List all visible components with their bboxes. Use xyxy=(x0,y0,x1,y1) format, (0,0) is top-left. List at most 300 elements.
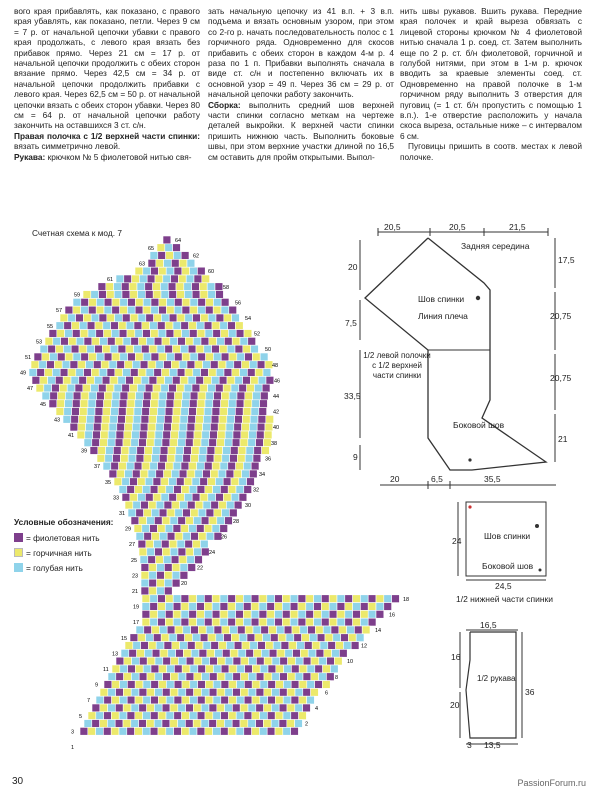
chart-cell xyxy=(104,712,112,720)
chart-cell xyxy=(131,673,139,681)
chart-cell xyxy=(237,681,245,689)
chart-cell xyxy=(179,556,187,564)
chart-cell xyxy=(219,415,227,423)
chart-cell xyxy=(171,470,179,478)
chart-cell xyxy=(154,314,162,322)
chart-cell xyxy=(115,439,123,447)
chart-cell xyxy=(148,501,156,509)
chart-cell xyxy=(197,712,205,720)
chart-cell xyxy=(326,673,334,681)
chart-cell xyxy=(256,704,264,712)
chart-cell xyxy=(236,610,244,618)
row-number: 26 xyxy=(221,534,228,541)
chart-cell xyxy=(203,470,211,478)
chart-cell xyxy=(264,688,272,696)
chart-cell xyxy=(68,314,76,322)
chart-cell xyxy=(170,673,178,681)
chart-cell xyxy=(194,657,202,665)
chart-cell xyxy=(184,493,192,501)
chart-cell xyxy=(251,610,259,618)
chart-cell xyxy=(298,618,306,626)
chart-cell xyxy=(252,665,260,673)
chart-cell xyxy=(139,431,147,439)
chart-cell xyxy=(158,400,166,408)
row-number: 50 xyxy=(265,347,272,354)
chart-cell xyxy=(260,696,268,704)
chart-cell xyxy=(197,618,205,626)
chart-cell xyxy=(299,665,307,673)
chart-cell xyxy=(198,626,206,634)
chart-cell xyxy=(202,673,210,681)
chart-cell xyxy=(232,704,240,712)
chart-cell xyxy=(150,595,158,603)
chart-cell xyxy=(147,275,155,283)
chart-cell xyxy=(173,345,181,353)
chart-cell xyxy=(211,642,219,650)
chart-cell xyxy=(155,688,163,696)
chart-cell xyxy=(172,579,180,587)
chart-cell xyxy=(138,369,146,377)
chart-cell xyxy=(158,252,166,260)
chart-cell xyxy=(192,493,200,501)
chart-cell xyxy=(145,283,153,291)
chart-cell xyxy=(120,298,128,306)
chart-cell xyxy=(112,353,120,361)
chart-cell xyxy=(189,400,197,408)
chart-cell xyxy=(170,720,178,728)
chart-cell xyxy=(218,470,226,478)
chart-cell xyxy=(96,712,104,720)
chart-cell xyxy=(141,587,149,595)
chart-cell xyxy=(73,353,81,361)
chart-cell xyxy=(167,532,175,540)
chart-cell xyxy=(167,353,175,361)
chart-cell xyxy=(263,369,271,377)
chart-cell xyxy=(282,610,290,618)
chart-cell xyxy=(115,337,123,345)
chart-cell xyxy=(230,626,238,634)
chart-cell xyxy=(50,392,58,400)
chart-cell xyxy=(279,704,287,712)
chart-cell xyxy=(155,275,163,283)
chart-cell xyxy=(221,392,229,400)
chart-cell xyxy=(180,376,188,384)
chart-cell xyxy=(179,423,187,431)
chart-cell xyxy=(297,642,305,650)
chart-cell xyxy=(290,618,298,626)
chart-cell xyxy=(47,361,55,369)
chart-cell xyxy=(197,610,205,618)
chart-cell xyxy=(172,501,180,509)
chart-cell xyxy=(268,696,276,704)
chart-cell xyxy=(320,642,328,650)
chart-cell xyxy=(116,275,124,283)
chart-cell xyxy=(166,712,174,720)
chart-cell xyxy=(323,665,331,673)
chart-cell xyxy=(88,712,96,720)
row-number: 5 xyxy=(79,713,83,720)
chart-cell xyxy=(253,454,261,462)
chart-cell xyxy=(186,517,194,525)
chart-cell xyxy=(221,712,229,720)
chart-cell xyxy=(212,595,220,603)
chart-cell xyxy=(217,688,225,696)
chart-cell xyxy=(133,376,141,384)
chart-cell xyxy=(170,548,178,556)
chart-cell xyxy=(212,322,220,330)
chart-cell xyxy=(194,673,202,681)
chart-cell xyxy=(120,392,128,400)
chart-cell xyxy=(147,657,155,665)
chart-cell xyxy=(148,259,156,267)
chart-cell xyxy=(160,447,168,455)
chart-cell xyxy=(188,345,196,353)
chart-cell xyxy=(220,322,228,330)
chart-cell xyxy=(330,665,338,673)
center-back-label: Задняя середина xyxy=(461,241,530,251)
chart-cell xyxy=(147,688,155,696)
chart-cell xyxy=(142,595,150,603)
chart-cell xyxy=(245,454,253,462)
row-number: 47 xyxy=(27,386,34,393)
chart-cell xyxy=(167,298,175,306)
chart-cell xyxy=(95,322,103,330)
legend-title: Условные обозначения: xyxy=(14,517,114,527)
chart-cell xyxy=(76,369,84,377)
chart-cell xyxy=(236,595,244,603)
chart-cell xyxy=(295,657,303,665)
chart-cell xyxy=(153,478,161,486)
chart-cell xyxy=(130,314,138,322)
chart-cell xyxy=(211,415,219,423)
chart-cell xyxy=(190,681,198,689)
chart-cell xyxy=(244,486,252,494)
chart-cell xyxy=(128,298,136,306)
chart-cell xyxy=(142,462,150,470)
chart-cell xyxy=(164,470,172,478)
chart-cell xyxy=(153,291,161,299)
row-number: 20 xyxy=(181,581,188,588)
chart-cell xyxy=(242,470,250,478)
chart-cell xyxy=(118,415,126,423)
chart-cell xyxy=(298,610,306,618)
chart-cell xyxy=(81,392,89,400)
chart-cell xyxy=(306,618,314,626)
chart-cell xyxy=(176,384,184,392)
chart-cell xyxy=(148,556,156,564)
chart-cell xyxy=(122,493,130,501)
chart-cell xyxy=(135,298,143,306)
chart-cell xyxy=(267,595,275,603)
dimension-label: 20,5 xyxy=(449,222,466,232)
chart-cell xyxy=(264,704,272,712)
chart-cell xyxy=(159,532,167,540)
chart-cell xyxy=(158,696,166,704)
chart-cell xyxy=(166,330,174,338)
chart-cell xyxy=(271,720,279,728)
chart-cell xyxy=(368,603,376,611)
chart-cell xyxy=(167,392,175,400)
chart-cell xyxy=(84,369,92,377)
chart-cell xyxy=(376,595,384,603)
chart-cell xyxy=(89,353,97,361)
chart-cell xyxy=(184,291,192,299)
chart-cell xyxy=(88,727,96,735)
chart-cell xyxy=(210,470,218,478)
chart-cell xyxy=(269,649,277,657)
chart-cell xyxy=(200,540,208,548)
chart-cell xyxy=(307,681,315,689)
chart-cell xyxy=(300,649,308,657)
chart-cell xyxy=(171,275,179,283)
chart-cell xyxy=(181,595,189,603)
chart-cell xyxy=(222,626,230,634)
chart-cell xyxy=(260,400,268,408)
chart-cell xyxy=(214,392,222,400)
row-number: 43 xyxy=(54,417,61,424)
chart-cell xyxy=(88,330,96,338)
chart-cell xyxy=(44,384,52,392)
chart-cell xyxy=(238,447,246,455)
chart-cell xyxy=(271,704,279,712)
chart-cell xyxy=(243,345,251,353)
chart-cell xyxy=(132,470,140,478)
chart-cell xyxy=(229,306,237,314)
chart-cell xyxy=(158,330,166,338)
chart-cell xyxy=(174,267,182,275)
chart-cell xyxy=(114,478,122,486)
chart-cell xyxy=(111,712,119,720)
chart-cell xyxy=(287,673,295,681)
chart-cell xyxy=(80,727,88,735)
chart-cell xyxy=(114,384,122,392)
chart-cell xyxy=(181,610,189,618)
chart-cell xyxy=(315,626,323,634)
chart-cell xyxy=(149,571,157,579)
chart-cell xyxy=(104,400,112,408)
chart-cell xyxy=(141,571,149,579)
chart-cell xyxy=(226,470,234,478)
chart-cell xyxy=(128,509,136,517)
dimension-label: 20 xyxy=(348,262,358,272)
chart-cell xyxy=(122,291,130,299)
chart-cell xyxy=(135,727,143,735)
chart-cell xyxy=(376,603,384,611)
chart-cell xyxy=(287,704,295,712)
chart-cell xyxy=(189,322,197,330)
chart-cell xyxy=(262,384,270,392)
chart-cell xyxy=(234,470,242,478)
chart-cell xyxy=(182,392,190,400)
chart-cell xyxy=(140,470,148,478)
chart-cell xyxy=(225,673,233,681)
row-number: 57 xyxy=(56,308,63,315)
chart-cell xyxy=(334,657,342,665)
chart-cell xyxy=(185,337,193,345)
chart-cell xyxy=(249,361,257,369)
chart-cell xyxy=(291,712,299,720)
chart-cell xyxy=(154,704,162,712)
chart-cell xyxy=(29,369,37,377)
chart-cell xyxy=(257,423,265,431)
chart-cell xyxy=(353,595,361,603)
chart-cell xyxy=(309,634,317,642)
chart-cell xyxy=(249,657,257,665)
chart-cell xyxy=(298,595,306,603)
chart-cell xyxy=(148,642,156,650)
chart-cell xyxy=(65,353,73,361)
chart-cell xyxy=(185,314,193,322)
chart-cell xyxy=(137,384,145,392)
chart-cell xyxy=(209,704,217,712)
chart-cell xyxy=(148,470,156,478)
chart-cell xyxy=(195,470,203,478)
chart-cell xyxy=(152,447,160,455)
chart-cell xyxy=(259,727,267,735)
chart-cell xyxy=(79,345,87,353)
chart-cell xyxy=(116,431,124,439)
chart-cell xyxy=(145,384,153,392)
chart-cell xyxy=(282,603,290,611)
chart-cell xyxy=(138,493,146,501)
chart-cell xyxy=(142,610,150,618)
chart-cell xyxy=(142,322,150,330)
chart-cell xyxy=(57,330,65,338)
chart-cell xyxy=(150,462,158,470)
chart-cell xyxy=(45,369,53,377)
chart-cell xyxy=(154,337,162,345)
chart-cell xyxy=(160,649,168,657)
chart-cell xyxy=(87,322,95,330)
chart-cell xyxy=(141,642,149,650)
chart-cell xyxy=(56,345,64,353)
chart-cell xyxy=(113,454,121,462)
chart-cell xyxy=(161,634,169,642)
lower-side-seam-label: Боковой шов xyxy=(482,561,534,571)
chart-cell xyxy=(154,439,162,447)
chart-cell xyxy=(228,400,236,408)
chart-cell xyxy=(186,657,194,665)
chart-cell xyxy=(181,525,189,533)
row-number: 12 xyxy=(361,643,368,650)
chart-cell xyxy=(256,439,264,447)
chart-cell xyxy=(107,369,115,377)
chart-cell xyxy=(213,306,221,314)
chart-cell xyxy=(100,704,108,712)
chart-cell xyxy=(153,283,161,291)
chart-cell xyxy=(185,369,193,377)
chart-cell xyxy=(239,493,247,501)
row-number: 33 xyxy=(113,495,120,502)
row-number: 18 xyxy=(403,596,410,603)
chart-cell xyxy=(208,314,216,322)
chart-cell xyxy=(176,447,184,455)
chart-cell xyxy=(200,384,208,392)
chart-cell xyxy=(207,283,215,291)
chart-cell xyxy=(73,298,81,306)
chart-cell xyxy=(147,431,155,439)
legend xyxy=(14,517,113,575)
chart-cell xyxy=(213,298,221,306)
chart-cell xyxy=(210,361,218,369)
chart-cell xyxy=(179,470,187,478)
chart-cell xyxy=(169,478,177,486)
chart-cell xyxy=(196,408,204,416)
chart-cell xyxy=(353,603,361,611)
chart-cell xyxy=(65,330,73,338)
chart-cell xyxy=(201,337,209,345)
chart-cell xyxy=(201,439,209,447)
chart-cell xyxy=(145,291,153,299)
chart-cell xyxy=(258,376,266,384)
chart-cell xyxy=(156,423,164,431)
chart-cell xyxy=(198,298,206,306)
chart-cell xyxy=(170,337,178,345)
chart-cell xyxy=(126,376,134,384)
chart-cell xyxy=(73,306,81,314)
chart-cell xyxy=(165,345,173,353)
chart-cell xyxy=(112,298,120,306)
chart-cell xyxy=(182,306,190,314)
chart-cell xyxy=(217,337,225,345)
chart-cell xyxy=(149,376,157,384)
chart-cell xyxy=(243,376,251,384)
chart-cell xyxy=(163,657,171,665)
chart-cell xyxy=(48,376,56,384)
chart-cell xyxy=(221,298,229,306)
chart-cell xyxy=(314,595,322,603)
chart-cell xyxy=(183,649,191,657)
chart-cell xyxy=(205,306,213,314)
dimension-label: 6,5 xyxy=(431,474,443,484)
row-number: 34 xyxy=(259,472,266,478)
chart-cell xyxy=(290,610,298,618)
chart-cell xyxy=(201,517,209,525)
chart-cell xyxy=(329,618,337,626)
row-number: 51 xyxy=(25,355,32,361)
chart-cell xyxy=(242,361,250,369)
chart-cell xyxy=(205,727,213,735)
chart-cell xyxy=(254,447,262,455)
chart-cell xyxy=(299,681,307,689)
chart-cell xyxy=(166,486,174,494)
chart-cell xyxy=(104,306,112,314)
chart-cell xyxy=(158,462,166,470)
chart-cell xyxy=(108,673,116,681)
chart-cell xyxy=(204,408,212,416)
chart-cell xyxy=(122,478,130,486)
chart-cell xyxy=(187,470,195,478)
chart-cell xyxy=(164,501,172,509)
chart-cell xyxy=(63,376,71,384)
chart-cell xyxy=(174,712,182,720)
chart-cell xyxy=(126,322,134,330)
chart-cell xyxy=(81,353,89,361)
chart-cell xyxy=(36,384,44,392)
chart-cell xyxy=(236,462,244,470)
chart-cell xyxy=(111,408,119,416)
chart-cell xyxy=(159,353,167,361)
chart-cell xyxy=(268,665,276,673)
chart-cell xyxy=(230,649,238,657)
chart-cell xyxy=(181,603,189,611)
chart-cell xyxy=(133,642,141,650)
chart-cell xyxy=(134,345,142,353)
chart-cell xyxy=(161,493,169,501)
chart-cell xyxy=(233,431,241,439)
chart-cell xyxy=(150,252,158,260)
chart-cell xyxy=(224,337,232,345)
